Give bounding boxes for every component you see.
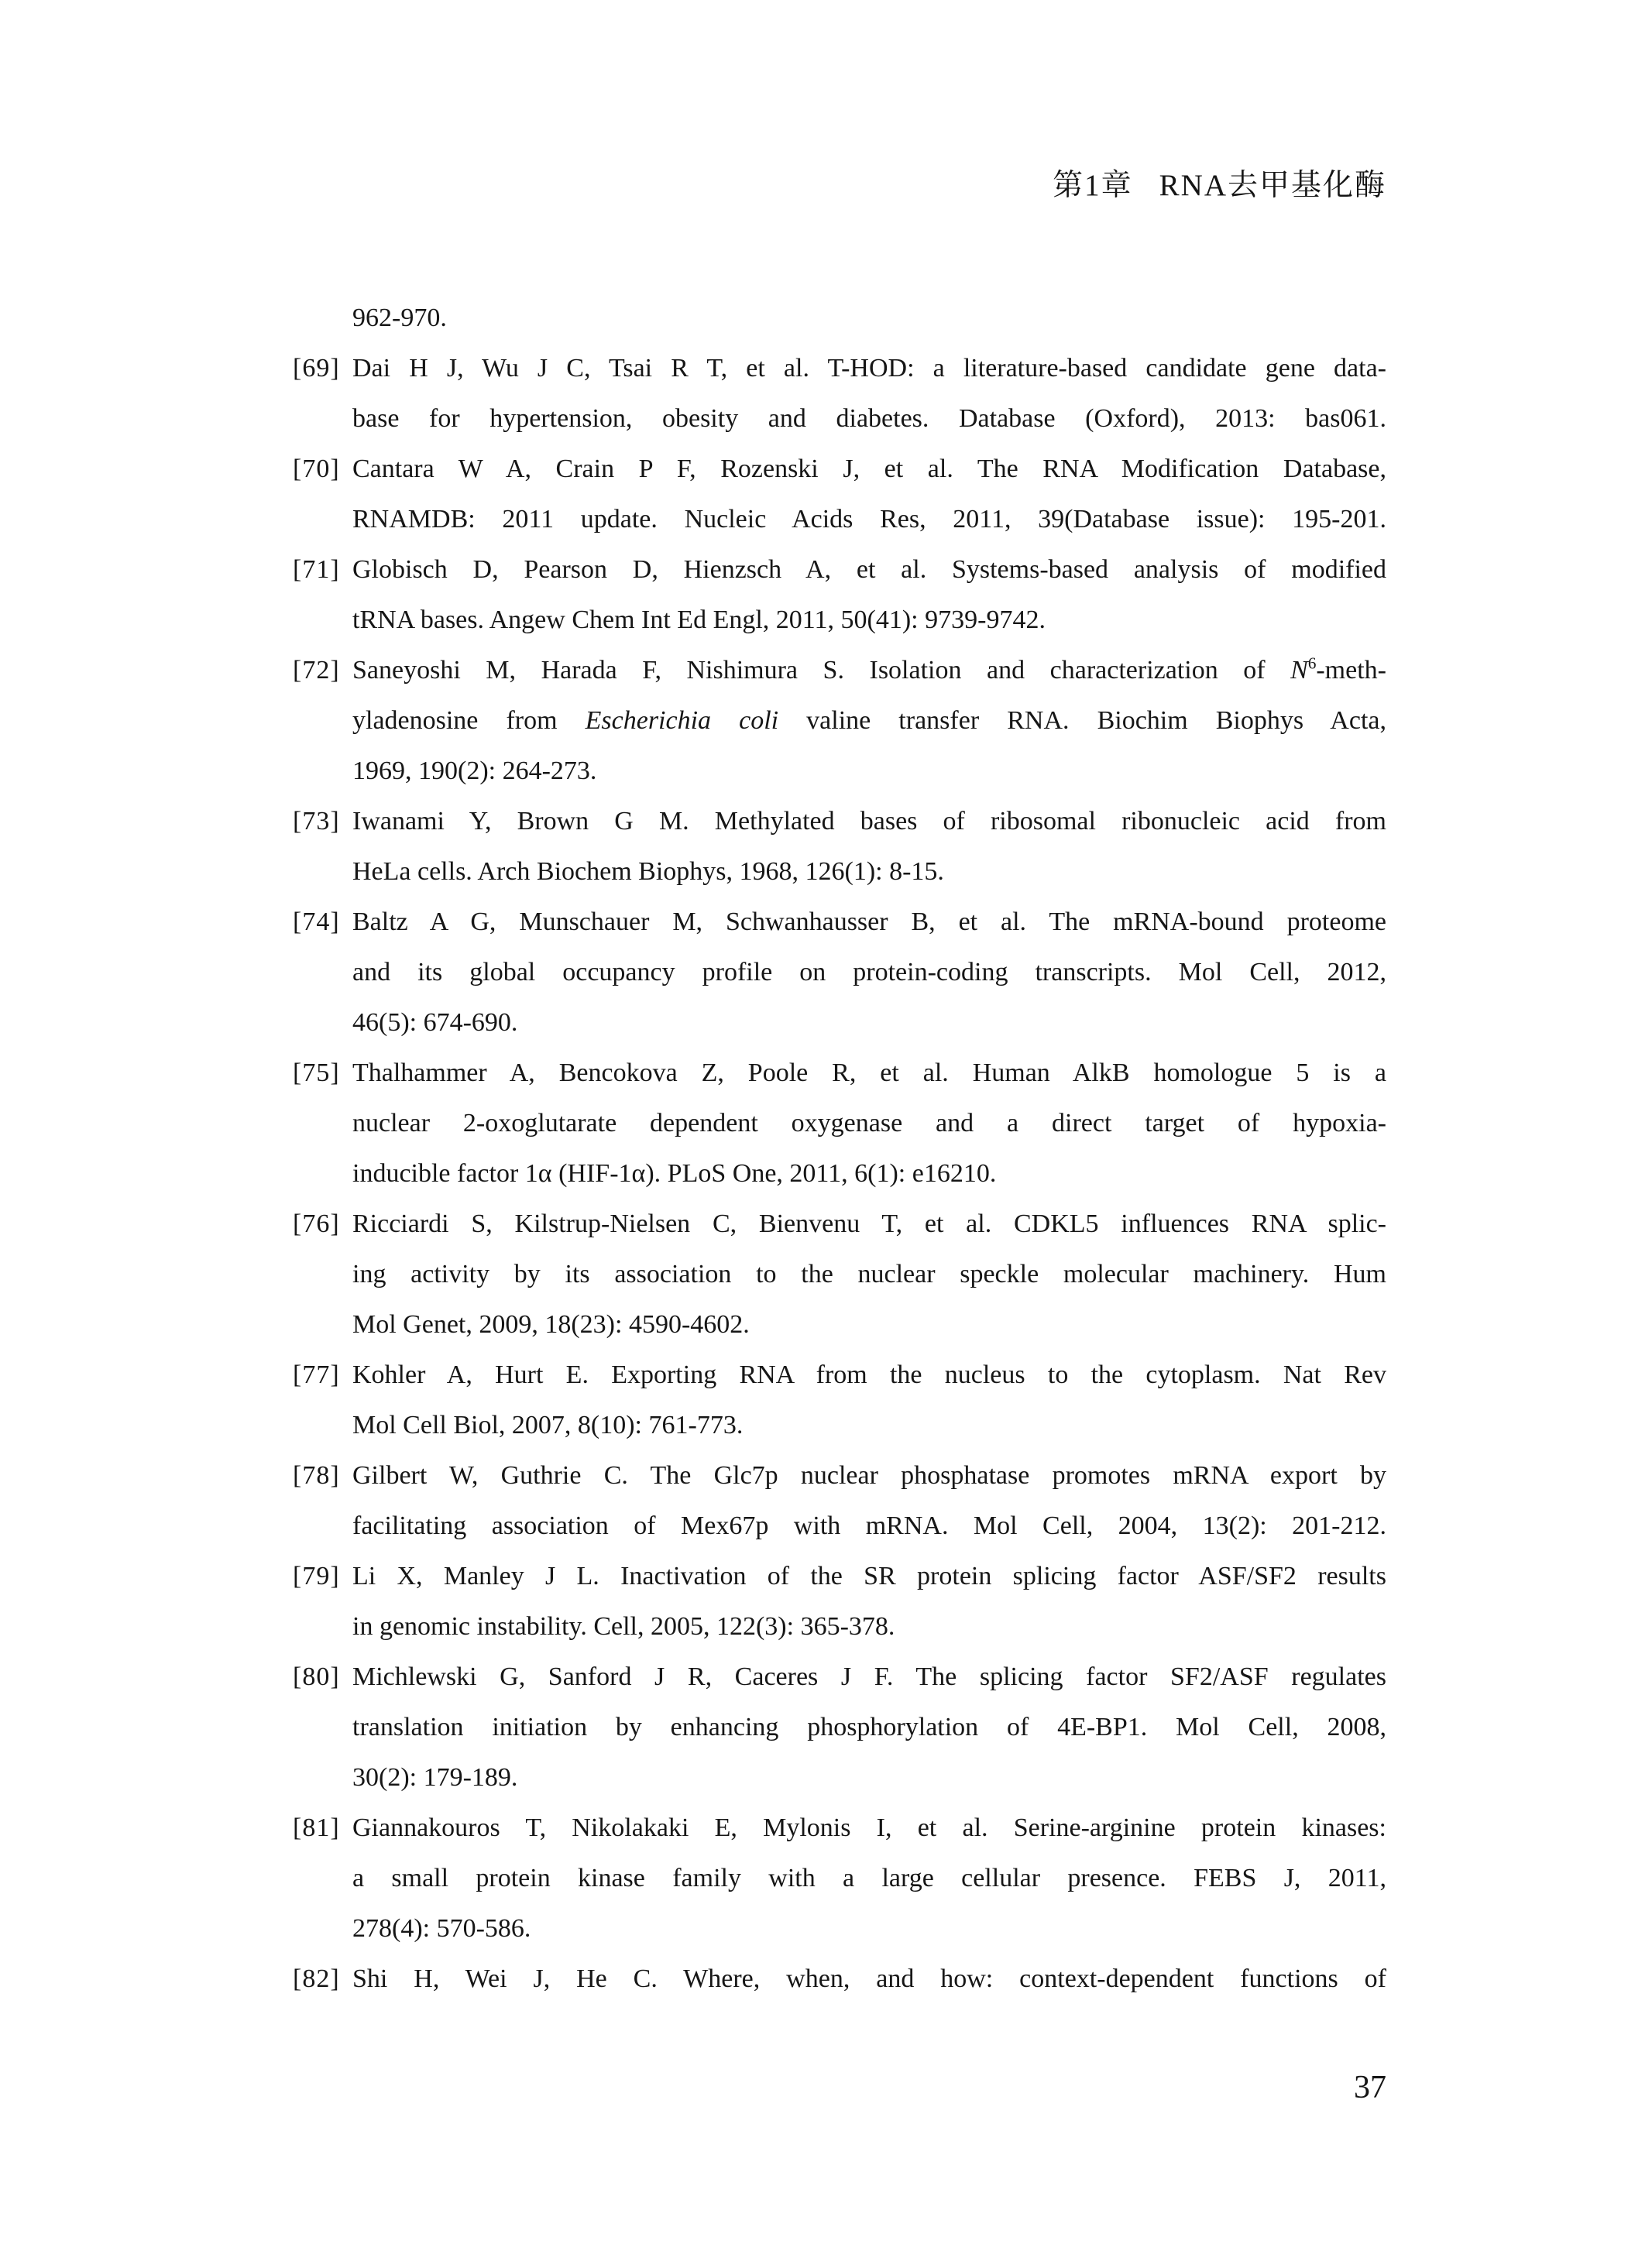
reference-entry — [293, 645, 1386, 796]
reference-entry — [293, 343, 1386, 444]
reference-text: RNAMDB: 2011 update. Nucleic Acids Res, 2011, 39(Database issue): 195-201. — [352, 505, 1386, 534]
reference-line — [352, 645, 1386, 695]
reference-entry — [293, 1954, 1386, 2004]
reference-text: Ricciardi S, Kilstrup-Nielsen C, Bienvenu T, et al. CDKL5 influences RNA splic- — [352, 1209, 1386, 1238]
reference-line — [352, 1249, 1386, 1299]
reference-number: [80] — [293, 1662, 340, 1691]
reference-line — [352, 393, 1386, 444]
italic-text: Escherichia coli — [585, 706, 779, 735]
reference-continuation — [352, 293, 1386, 343]
reference-text: nuclear 2-oxoglutarate dependent oxygenase and a direct target of hypoxia- — [352, 1109, 1386, 1137]
reference-line — [352, 997, 1386, 1048]
reference-text: Gilbert W, Guthrie C. The Glc7p nuclear phosphatase promotes mRNA export by — [352, 1461, 1386, 1490]
running-header — [293, 161, 1386, 204]
reference-line — [352, 293, 1386, 343]
reference-line — [352, 1903, 1386, 1954]
reference-entry — [293, 1199, 1386, 1350]
reference-line — [352, 1853, 1386, 1903]
reference-line — [352, 1501, 1386, 1551]
reference-line — [352, 1954, 1386, 2004]
reference-line — [352, 1702, 1386, 1752]
reference-line — [352, 1048, 1386, 1098]
chapter-title: RNA去甲基化酶 — [1159, 169, 1386, 202]
reference-line — [352, 695, 1386, 746]
reference-number: [81] — [293, 1813, 340, 1842]
reference-text: 962-970. — [352, 304, 447, 332]
reference-entry — [293, 1350, 1386, 1450]
reference-text: Michlewski G, Sanford J R, Caceres J F. The splicing factor SF2/ASF regulates — [352, 1662, 1386, 1691]
reference-text: HeLa cells. Arch Biochem Biophys, 1968, 126(1): 8-15. — [352, 857, 944, 886]
reference-text: tRNA bases. Angew Chem Int Ed Engl, 2011, 50(41): 9739-9742. — [352, 606, 1046, 634]
reference-text: Mol Cell Biol, 2007, 8(10): 761-773. — [352, 1411, 744, 1439]
reference-text: Giannakouros T, Nikolakaki E, Mylonis I, et al. Serine-arginine protein kinases: — [352, 1813, 1386, 1842]
reference-line — [352, 846, 1386, 897]
reference-number: [69] — [293, 354, 340, 383]
reference-text: Saneyoshi M, Harada F, Nishimura S. Isolation and characterization of — [352, 656, 1291, 685]
reference-text: and its global occupancy profile on protein-coding transcripts. Mol Cell, 2012, — [352, 958, 1386, 986]
reference-line — [352, 1803, 1386, 1853]
reference-text: inducible factor 1α (HIF-1α). PLoS One, 2011, 6(1): e16210. — [352, 1159, 997, 1188]
reference-number: [72] — [293, 656, 340, 685]
reference-entry — [293, 544, 1386, 645]
reference-text: Cantara W A, Crain P F, Rozenski J, et al. The RNA Modification Database, — [352, 455, 1386, 483]
reference-text: Iwanami Y, Brown G M. Methylated bases of ribosomal ribonucleic acid from — [352, 807, 1386, 835]
reference-number: [73] — [293, 807, 340, 835]
reference-entry — [293, 1048, 1386, 1199]
reference-number: [82] — [293, 1964, 340, 1993]
reference-line — [352, 544, 1386, 595]
reference-text: 46(5): 674-690. — [352, 1008, 518, 1037]
reference-text: Dai H J, Wu J C, Tsai R T, et al. T-HOD: a literature-based candidate gene data- — [352, 354, 1386, 383]
reference-entry — [293, 444, 1386, 544]
reference-text: Thalhammer A, Bencokova Z, Poole R, et al. Human AlkB homologue 5 is a — [352, 1059, 1386, 1087]
reference-line — [352, 1400, 1386, 1450]
reference-text: 278(4): 570-586. — [352, 1914, 531, 1943]
reference-line — [352, 1299, 1386, 1350]
reference-number: [70] — [293, 455, 340, 483]
reference-line — [352, 1098, 1386, 1148]
reference-entry — [293, 1652, 1386, 1803]
reference-text: Baltz A G, Munschauer M, Schwanhausser B, et al. The mRNA-bound proteome — [352, 908, 1386, 936]
reference-line — [352, 796, 1386, 846]
reference-line — [352, 1199, 1386, 1249]
reference-line — [352, 1652, 1386, 1702]
reference-line — [352, 746, 1386, 796]
reference-text: Li X, Manley J L. Inactivation of the SR protein splicing factor ASF/SF2 results — [352, 1562, 1386, 1590]
reference-number: [79] — [293, 1562, 340, 1590]
reference-entry — [293, 1803, 1386, 1954]
reference-text: yladenosine from — [352, 706, 586, 735]
reference-text: translation initiation by enhancing phosphorylation of 4E-BP1. Mol Cell, 2008, — [352, 1713, 1386, 1741]
reference-line — [352, 897, 1386, 947]
reference-line — [352, 494, 1386, 544]
reference-number: [75] — [293, 1059, 340, 1087]
reference-text: base for hypertension, obesity and diabetes. Database (Oxford), 2013: bas061. — [352, 404, 1386, 433]
reference-entry — [293, 796, 1386, 897]
reference-number: [76] — [293, 1209, 340, 1238]
reference-text: Mol Genet, 2009, 18(23): 4590-4602. — [352, 1310, 750, 1339]
italic-text: N — [1290, 656, 1308, 685]
reference-line — [352, 1450, 1386, 1501]
page-number: 37 — [1354, 2070, 1386, 2105]
reference-text: 30(2): 179-189. — [352, 1763, 518, 1792]
reference-text: valine transfer RNA. Biochim Biophys Acta, — [778, 706, 1386, 735]
reference-text: -meth- — [1316, 656, 1386, 685]
reference-text: ing activity by its association to the nuclear speckle molecular machinery. Hum — [352, 1260, 1386, 1288]
reference-entry — [293, 1551, 1386, 1652]
reference-entry — [293, 1450, 1386, 1551]
reference-number: [74] — [293, 908, 340, 936]
reference-text: Kohler A, Hurt E. Exporting RNA from the nucleus to the cytoplasm. Nat Rev — [352, 1360, 1386, 1389]
reference-text: facilitating association of Mex67p with mRNA. Mol Cell, 2004, 13(2): 201-212. — [352, 1511, 1386, 1540]
reference-number: [71] — [293, 555, 340, 584]
reference-line — [352, 1551, 1386, 1601]
reference-text: in genomic instability. Cell, 2005, 122(3): 365-378. — [352, 1612, 895, 1641]
chapter-label: 第1章 — [1053, 169, 1133, 202]
reference-line — [352, 595, 1386, 645]
reference-text: 1969, 190(2): 264-273. — [352, 757, 597, 785]
reference-line — [352, 444, 1386, 494]
references-list — [293, 293, 1386, 2004]
reference-line — [352, 343, 1386, 393]
reference-number: [78] — [293, 1461, 340, 1490]
reference-text: Globisch D, Pearson D, Hienzsch A, et al. Systems-based analysis of modified — [352, 555, 1386, 584]
reference-line — [352, 1350, 1386, 1400]
reference-text: Shi H, Wei J, He C. Where, when, and how: context-dependent functions of — [352, 1964, 1386, 1993]
superscript-text: 6 — [1307, 654, 1317, 673]
reference-line — [352, 1601, 1386, 1652]
reference-line — [352, 1148, 1386, 1199]
reference-entry — [293, 897, 1386, 1048]
reference-line — [352, 1752, 1386, 1803]
reference-number: [77] — [293, 1360, 340, 1389]
reference-line — [352, 947, 1386, 997]
reference-text: a small protein kinase family with a large cellular presence. FEBS J, 2011, — [352, 1864, 1386, 1892]
